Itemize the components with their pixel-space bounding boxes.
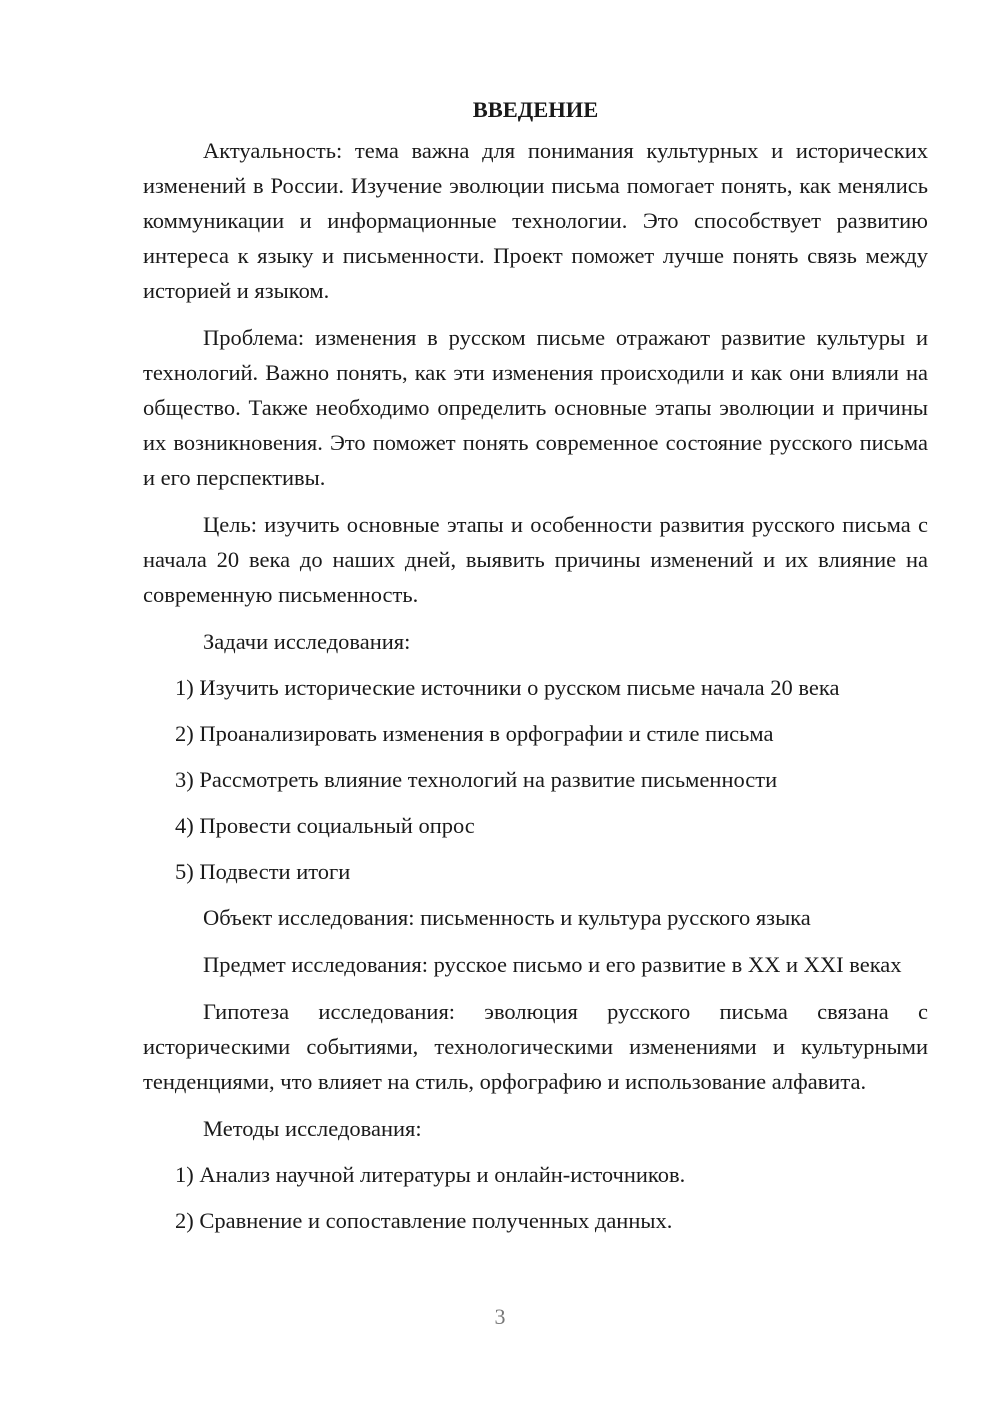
methods-list	[143, 1157, 928, 1238]
methods-heading: Методы исследования:	[203, 1116, 422, 1141]
hypothesis-paragraph: Гипотеза исследования: эволюция русского письма связана с историческими событиями, технологическими изменениями и культурными тенденциями, что влияет на стиль, орфографию и использование алфавита.	[143, 999, 928, 1094]
task-item: 4) Провести социальный опрос	[175, 813, 475, 838]
task-item: 3) Рассмотреть влияние технологий на развитие письменности	[175, 767, 778, 792]
object-paragraph: Объект исследования: письменность и культура русского языка	[203, 905, 811, 930]
method-item: 2) Сравнение и сопоставление полученных данных.	[175, 1208, 673, 1233]
tasks-heading: Задачи исследования:	[203, 629, 411, 654]
task-item: 2) Проанализировать изменения в орфографии и стиле письма	[175, 721, 774, 746]
subject-paragraph: Предмет исследования: русское письмо и его развитие в XX и XXI веках	[203, 952, 902, 977]
task-item: 5) Подвести итоги	[175, 859, 351, 884]
problem-paragraph: Проблема: изменения в русском письме отражают развитие культуры и технологий. Важно понять, как эти изменения происходили и как они влияли на общество. Также необходимо определить основные этапы эволюции и причины их возникновения. Это поможет понять современное состояние русского письма и его перспективы.	[143, 325, 928, 490]
page-number: 3	[494, 1304, 506, 1329]
goal-paragraph: Цель: изучить основные этапы и особенности развития русского письма с начала 20 века до наших дней, выявить причины изменений и их влияние на современную письменность.	[143, 512, 928, 607]
section-title: ВВЕДЕНИЕ	[472, 97, 599, 122]
document-page	[143, 92, 928, 1249]
task-item: 1) Изучить исторические источники о русском письме начала 20 века	[175, 675, 840, 700]
relevance-paragraph: Актуальность: тема важна для понимания культурных и исторических изменений в России. Изучение эволюции письма помогает понять, как менялись коммуникации и информационные технологии. Это способствует развитию интереса к языку и письменности. Проект поможет лучше понять связь между историей и языком.	[143, 138, 928, 303]
method-item: 1) Анализ научной литературы и онлайн-источников.	[175, 1162, 686, 1187]
tasks-list	[143, 670, 928, 889]
